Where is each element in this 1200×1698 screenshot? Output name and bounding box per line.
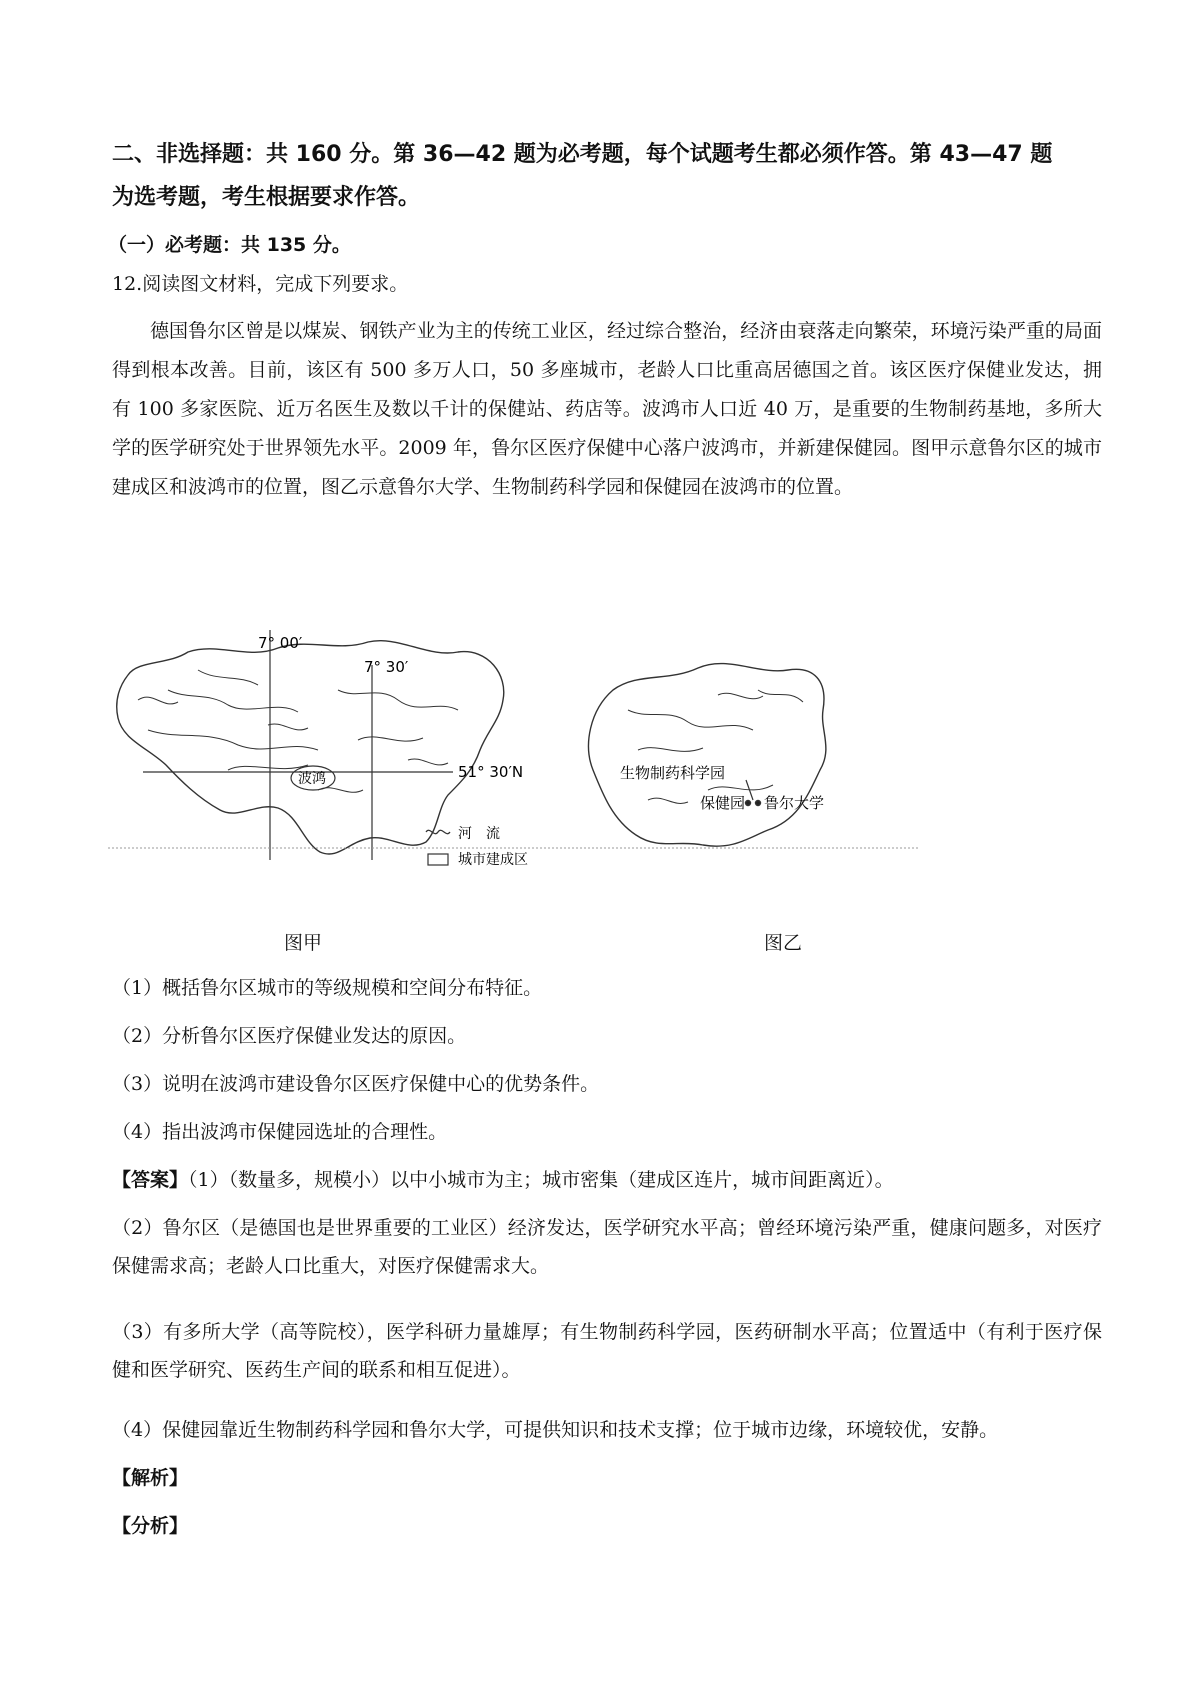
map-b-label-university: 鲁尔大学 xyxy=(764,794,825,812)
answer-line-1 xyxy=(112,1168,1102,1192)
map-a-lon1: 7° 00′ xyxy=(258,634,303,652)
sub-question-2: （2）分析鲁尔区医疗保健业发达的原因。 xyxy=(112,1025,467,1047)
analysis-label: 【解析】 xyxy=(112,1467,189,1489)
map-b-caption: 图乙 xyxy=(764,932,803,954)
answer-4: （4）保健园靠近生物制药科学园和鲁尔大学，可提供知识和技术支撑；位于城市边缘，环境较优，安静。 xyxy=(112,1419,999,1441)
question-material: 德国鲁尔区曾是以煤炭、钢铁产业为主的传统工业区，经过综合整治，经济由衰落走向繁荣，环境污染严重的局面得到根本改善。目前，该区有 500 多万人口，50 多座城市，老龄人口比重高居德国之首。该区医疗保健业发达，拥有 100 多家医院、近万名医生及数以千计的保健站、药店等。波鸿市人口近 40 万，是重要的生物制药基地，多所大学的医学研究处于世界领先水平。2009 年，鲁尔区医疗保健中心落户波鸿市，并新建保健园。图甲示意鲁尔区的城市建成区和波鸿市的位置，图乙示意鲁尔大学、生物制药科学园和保健园在波鸿市的位置。 xyxy=(112,320,1102,498)
section-subtitle: （一）必考题：共 135 分。 xyxy=(108,234,351,256)
answer-1: （1）（数量多，规模小）以中小城市为主；城市密集（建成区连片，城市间距离近）。 xyxy=(188,1169,894,1191)
map-a-legend-urban: 城市建成区 xyxy=(458,852,528,868)
map-b xyxy=(589,664,826,847)
sub-question-1: （1）概括鲁尔区城市的等级规模和空间分布特征。 xyxy=(112,977,543,999)
map-a xyxy=(117,630,504,865)
sub-question-3: （3）说明在波鸿市建设鲁尔区医疗保健中心的优势条件。 xyxy=(112,1073,600,1095)
section-title-line1: 二、非选择题：共 160 分。第 36—42 题为必考题，每个试题考生都必须作答。第 43—47 题 xyxy=(112,142,1053,167)
analysis-sub-label: 【分析】 xyxy=(112,1515,189,1537)
map-a-lon2: 7° 30′ xyxy=(364,658,409,676)
answer-label: 【答案】 xyxy=(112,1169,189,1191)
map-a-caption: 图甲 xyxy=(284,932,323,954)
map-a-lat: 51° 30′N xyxy=(458,763,524,781)
map-a-legend-river: 河 流 xyxy=(458,826,500,842)
section-title-line2: 为选考题，考生根据要求作答。 xyxy=(112,185,421,210)
figure-maps xyxy=(108,630,918,920)
answer-3: （3）有多所大学（高等院校），医学科研力量雄厚；有生物制药科学园，医药研制水平高；位置适中（有利于医疗保健和医学研究、医药生产间的联系和相互促进）。 xyxy=(112,1321,1102,1381)
map-b-label-healthpark: 保健园 xyxy=(700,794,746,812)
figure xyxy=(108,630,918,920)
sub-question-4: （4）指出波鸿市保健园选址的合理性。 xyxy=(112,1121,448,1143)
question-stem: 12.阅读图文材料，完成下列要求。 xyxy=(112,273,409,295)
map-b-label-biopark: 生物制药科学园 xyxy=(620,764,726,782)
map-a-city: 波鸿 xyxy=(298,771,326,787)
answer-2: （2）鲁尔区（是德国也是世界重要的工业区）经济发达，医学研究水平高；曾经环境污染严重，健康问题多，对医疗保健需求高；老龄人口比重大，对医疗保健需求大。 xyxy=(112,1217,1102,1277)
